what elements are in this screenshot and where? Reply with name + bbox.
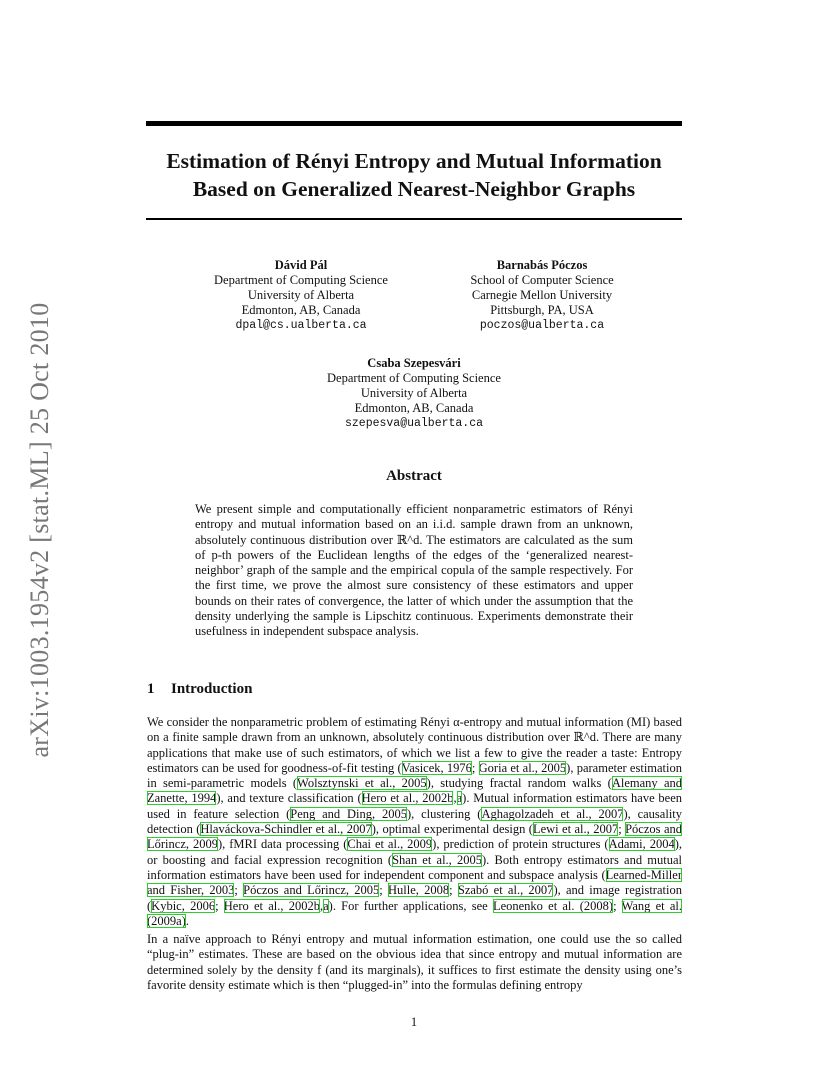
abstract-text: We present simple and computationally efficient nonparametric estimators of Rényi entropy and mutual information based on an i.i.d. sample drawn from an unknown, absolutely continuous distribution over ℝ^d. The estimators are calculated as the sum of p-th powers of the Euclidean lengths of the edges of the ‘generalized nearest-neighbor’ graph of the sample and the empirical copula of the sample respectively. For the first time, we prove the almost sure consistency of these estimators and upper bounds on their rates of convergence, the latter of which under the assumption that the density underlying the sample is Lipschitz continuous. Experiments demonstrate their usefulness in independent subspace analysis. — [195, 502, 633, 639]
paragraph-text: ), optimal experimental design ( — [371, 822, 533, 837]
paragraph-text: ; — [471, 760, 479, 775]
paragraph-text: ), prediction of protein structures ( — [432, 837, 609, 852]
author-institution: Carnegie Mellon University — [471, 288, 613, 302]
citation-link[interactable]: Hlaváckova-Schindler et al., 2007 — [200, 822, 372, 837]
citation-link[interactable]: Leonenko et al. (2008) — [492, 898, 614, 913]
abstract-heading: Abstract — [386, 468, 442, 484]
section-title: Introduction — [171, 681, 253, 697]
citation-link[interactable]: Aghagolzadeh et al., 2007 — [481, 806, 624, 821]
author-institution: University of Alberta — [247, 288, 355, 302]
paragraph-text: ; — [613, 898, 622, 913]
citation-link[interactable]: Kybic, 2006 — [151, 898, 216, 913]
author-block — [392, 258, 692, 333]
paragraph-text: ; — [215, 898, 224, 913]
author-name: Csaba Szepesvári — [367, 356, 461, 370]
paragraph-text: ), and texture classification ( — [216, 791, 362, 806]
paragraph-text: , — [453, 791, 457, 806]
citation-link[interactable]: Alemany and Zanette, 1994 — [147, 776, 682, 806]
author-email[interactable]: szepesva@ualberta.ca — [344, 417, 484, 430]
citation-link[interactable]: Wolsztynski et al., 2005 — [297, 776, 427, 791]
citation-link[interactable]: Goria et al., 2005 — [478, 760, 567, 775]
paper-title — [120, 147, 708, 203]
author-location: Edmonton, AB, Canada — [241, 303, 361, 317]
author-email[interactable]: dpal@cs.ualberta.ca — [235, 319, 367, 332]
citation-link[interactable]: Hulle, 2008 — [388, 883, 450, 898]
paragraph-text: We consider the nonparametric problem of estimating Rényi α-entropy and mutual information (MI) based on a finite sample drawn from an unknown, absolutely continuous distribution over ℝ^d. There are many applications that make use of such estimators, of which we list a few to give the reader a taste: Entropy estimators can be used for goodness-of-fit testing ( — [147, 715, 682, 775]
paragraph-text: , — [319, 898, 324, 913]
paragraph-text: ), or boosting and facial expression recognition ( — [147, 837, 682, 867]
citation-link[interactable]: Hero et al., 2002b — [361, 791, 454, 806]
citation-link[interactable]: Szabó et al., 2007 — [457, 883, 554, 898]
paragraph-text: . — [185, 913, 189, 928]
author-institution: University of Alberta — [360, 386, 468, 400]
paragraph-text: ), parameter estimation in semi-parametric models ( — [147, 760, 683, 791]
paragraph-text: ), fMRI data processing ( — [217, 837, 348, 852]
citation-link[interactable]: Lewi et al., 2007 — [532, 822, 619, 837]
citation-link[interactable]: Chai et al., 2009 — [347, 837, 433, 852]
page-number: 1 — [410, 1015, 418, 1029]
author-block — [264, 356, 564, 431]
title-line-2: Based on Generalized Nearest-Neighbor Graphs — [192, 177, 636, 201]
citation-link[interactable]: Póczos and Lőrincz, 2009 — [147, 822, 682, 852]
citation-link[interactable]: Shan et al., 2005 — [392, 852, 483, 867]
citation-link[interactable]: Hero et al., 2002b — [223, 898, 320, 913]
paragraph-text: ; — [449, 883, 458, 898]
paragraph-text: ; — [234, 883, 244, 898]
author-name: Barnabás Póczos — [496, 258, 588, 272]
author-department: Department of Computing Science — [327, 371, 501, 385]
citation-link[interactable]: a — [323, 898, 329, 913]
intro-paragraph-1 — [147, 715, 682, 929]
paragraph-text: ), and image registration ( — [147, 883, 682, 913]
title-bottom-rule — [146, 218, 682, 220]
citation-link[interactable]: Póczos and Lőrincz, 2005 — [243, 883, 380, 898]
citation-link[interactable]: Vasicek, 1976 — [401, 760, 472, 775]
paragraph-text: ). Mutual information estimators have been used in feature selection ( — [147, 791, 683, 821]
section-heading — [147, 681, 252, 698]
arxiv-id: arXiv:1003.1954v2 [stat.ML] 25 Oct 2010 — [25, 302, 54, 758]
title-top-rule — [146, 121, 682, 126]
author-email[interactable]: poczos@ualberta.ca — [479, 319, 605, 332]
citation-link[interactable]: Wang et al. (2009a) — [147, 898, 683, 928]
paragraph-text: ). For further applications, see — [328, 898, 493, 913]
citation-link[interactable]: a — [456, 791, 463, 806]
paragraph-text: ). Both entropy estimators and mutual information estimators have been used for independent component and subspace analysis ( — [147, 852, 682, 882]
intro-paragraph-2: In a naïve approach to Rényi entropy and mutual information estimation, one could use the so called “plug-in” estimates. These are based on the obvious idea that since entropy and mutual information are determined solely by the density f (and its marginals), it suffices to first estimate the density using one’s favorite density estimate which is then “plugged-in” into the formulas defining entropy — [147, 932, 682, 992]
paragraph-text: ; — [618, 822, 626, 837]
author-department: School of Computer Science — [470, 273, 614, 287]
paragraph-text: ), studying fractal random walks ( — [426, 776, 612, 791]
author-department: Department of Computing Science — [214, 273, 388, 287]
author-location: Pittsburgh, PA, USA — [490, 303, 594, 317]
author-location: Edmonton, AB, Canada — [354, 401, 474, 415]
section-number: 1 — [147, 681, 155, 697]
title-line-1: Estimation of Rényi Entropy and Mutual Information — [166, 149, 662, 173]
citation-link[interactable]: Adami, 2004 — [608, 837, 675, 852]
citation-link[interactable]: Peng and Ding, 2005 — [290, 806, 407, 821]
paragraph-text: ), causality detection ( — [147, 806, 683, 837]
author-name: Dávid Pál — [274, 258, 328, 272]
paragraph-text: ), clustering ( — [407, 806, 482, 821]
paragraph-text: ; — [379, 883, 389, 898]
arxiv-sidebar-stamp — [25, 290, 54, 770]
citation-link[interactable]: Learned-Miller and Fisher, 2003 — [147, 867, 682, 898]
